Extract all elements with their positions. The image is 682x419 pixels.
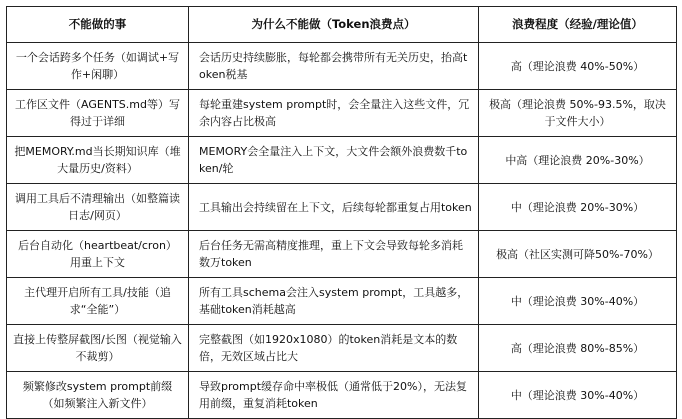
header-waste: 浪费程度（经验/理论值）: [479, 7, 677, 43]
table-header-row: [7, 7, 677, 43]
cell-reason: 会话历史持续膨胀，每轮都会携带所有无关历史，抬高token税基: [189, 43, 479, 90]
header-action: 不能做的事: [7, 7, 189, 43]
cell-action: 直接上传整屏截图/长图（视觉输入不裁剪）: [7, 325, 189, 372]
cell-action: 调用工具后不清理输出（如整篇读日志/网页）: [7, 184, 189, 231]
token-waste-table: [6, 6, 677, 419]
table-row: [7, 43, 677, 90]
table-row: [7, 184, 677, 231]
cell-action: 后台自动化（heartbeat/cron）用重上下文: [7, 231, 189, 278]
cell-waste: 高（理论浪费 40%-50%）: [479, 43, 677, 90]
cell-waste: 极高（社区实测可降50%-70%）: [479, 231, 677, 278]
table-row: [7, 90, 677, 137]
table-row: [7, 231, 677, 278]
cell-waste: 高（理论浪费 80%-85%）: [479, 325, 677, 372]
cell-reason: 导致prompt缓存命中率极低（通常低于20%），无法复用前缀，重复消耗token: [189, 372, 479, 419]
cell-reason: MEMORY会全量注入上下文，大文件会额外浪费数千token/轮: [189, 137, 479, 184]
cell-action: 工作区文件（AGENTS.md等）写得过于详细: [7, 90, 189, 137]
cell-action: 一个会话跨多个任务（如调试+写作+闲聊）: [7, 43, 189, 90]
table-row: [7, 278, 677, 325]
cell-waste: 中（理论浪费 20%-30%）: [479, 184, 677, 231]
header-reason: 为什么不能做（Token浪费点）: [189, 7, 479, 43]
cell-action: 频繁修改system prompt前缀（如频繁注入新文件）: [7, 372, 189, 419]
table-row: [7, 372, 677, 419]
cell-waste: 极高（理论浪费 50%-93.5%，取决于文件大小）: [479, 90, 677, 137]
table-row: [7, 137, 677, 184]
cell-waste: 中（理论浪费 30%-40%）: [479, 372, 677, 419]
cell-waste: 中高（理论浪费 20%-30%）: [479, 137, 677, 184]
cell-waste: 中（理论浪费 30%-40%）: [479, 278, 677, 325]
cell-action: 把MEMORY.md当长期知识库（堆大量历史/资料）: [7, 137, 189, 184]
cell-reason: 后台任务无需高精度推理，重上下文会导致每轮多消耗数万token: [189, 231, 479, 278]
cell-reason: 完整截图（如1920x1080）的token消耗是文本的数倍，无效区域占比大: [189, 325, 479, 372]
cell-reason: 工具输出会持续留在上下文，后续每轮都重复占用token: [189, 184, 479, 231]
cell-reason: 所有工具schema会注入system prompt，工具越多，基础token消耗越高: [189, 278, 479, 325]
table-row: [7, 325, 677, 372]
cell-reason: 每轮重建system prompt时，会全量注入这些文件，冗余内容占比极高: [189, 90, 479, 137]
cell-action: 主代理开启所有工具/技能（追求“全能”）: [7, 278, 189, 325]
